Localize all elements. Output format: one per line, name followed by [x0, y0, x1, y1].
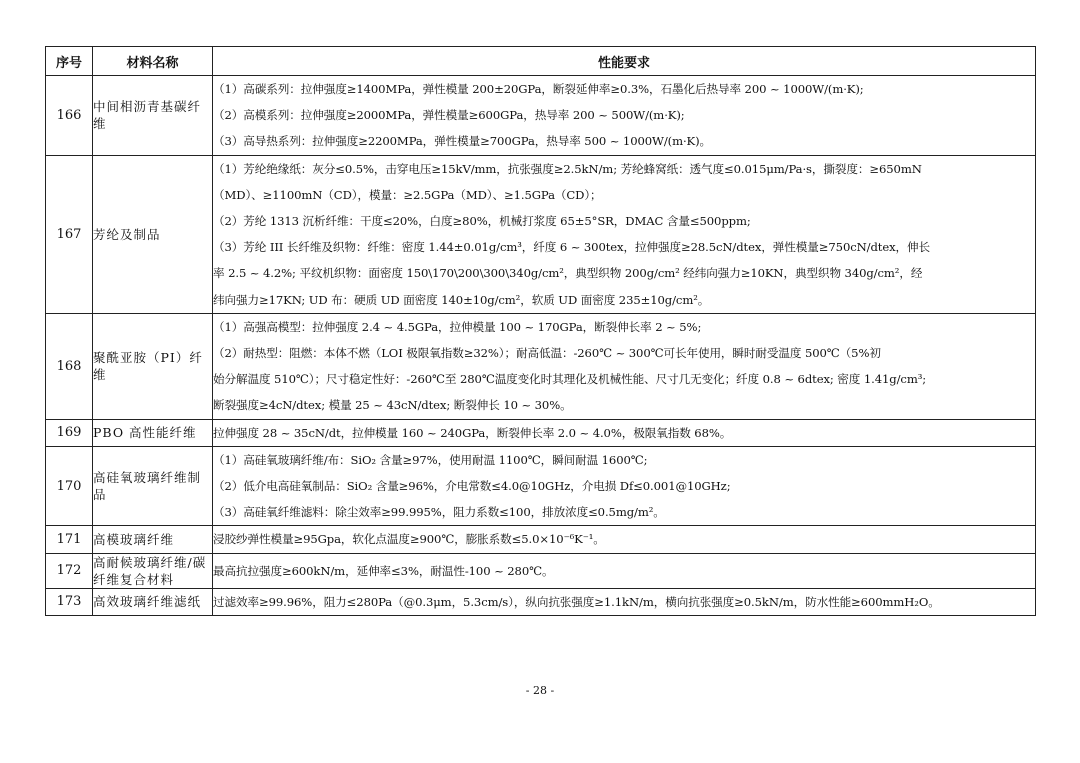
requirement-line: （2）低介电高硅氧制品：SiO₂ 含量≥96%，介电常数≤4.0@10GHz，介电损 Df≤0.001@10GHz;: [213, 479, 731, 494]
table-row: [46, 526, 1036, 553]
requirement-line: （3）高硅氧纤维滤料：除尘效率≥99.995%，阻力系数≤100，排放浓度≤0.5mg/m²。: [213, 505, 665, 520]
row-material-name: 高模玻璃纤维: [93, 526, 213, 553]
row-material-name: 高硅氧玻璃纤维制品: [93, 446, 213, 526]
table-row: [46, 313, 1036, 419]
row-serial-number: 172: [46, 553, 93, 588]
requirement-line: （MD）、≥1100mN（CD），模量：≥2.5GPa（MD）、≥1.5GPa（CD）；: [213, 187, 602, 202]
row-performance-requirements: [213, 419, 1036, 446]
table-row: [46, 419, 1036, 446]
page-number: - 28 -: [525, 684, 555, 697]
requirement-line: （1）高碳系列：拉伸强度≥1400MPa，弹性模量 200±20GPa，断裂延伸率≥0.3%，石墨化后热导率 200 ~ 1000W/(m·K);: [213, 82, 864, 96]
header-serial: 序号: [46, 47, 93, 76]
row-performance-requirements: [213, 446, 1036, 526]
requirement-line: （2）高模系列：拉伸强度≥2000MPa，弹性模量≥600GPa，热导率 200 ~ 500W/(m·K);: [213, 108, 685, 123]
row-material-name: 高效玻璃纤维滤纸: [93, 588, 213, 615]
requirement-line: （1）高强高模型：拉伸强度 2.4 ~ 4.5GPa，拉伸模量 100 ~ 170GPa，断裂伸长率 2 ~ 5%;: [213, 319, 702, 334]
row-serial-number: 173: [46, 588, 93, 615]
table-header-row: [46, 47, 1036, 76]
performance-table: [45, 46, 1036, 616]
row-serial-number: 170: [46, 446, 93, 526]
requirement-line: （3）高导热系列：拉伸强度≥2200MPa，弹性模量≥700GPa，热导率 500 ~ 1000W/(m·K)。: [213, 134, 712, 149]
requirement-line: 过滤效率≥99.96%，阻力≤280Pa（@0.3μm，5.3cm/s），纵向抗张强度≥1.1kN/m，横向抗张强度≥0.5kN/m，防水性能≥600mmH₂O。: [213, 594, 940, 609]
row-serial-number: 167: [46, 155, 93, 313]
row-performance-requirements: [213, 553, 1036, 588]
requirement-line: （1）芳纶绝缘纸：灰分≤0.5%，击穿电压≥15kV/mm，抗张强度≥2.5kN/m; 芳纶蜂窝纸：透气度≤0.015μm/Pa·s，撕裂度：≥650mN: [213, 161, 922, 176]
row-material-name: 芳纶及制品: [93, 155, 213, 313]
table-body: [46, 76, 1036, 616]
row-serial-number: 168: [46, 313, 93, 419]
requirement-line: 拉伸强度 28 ~ 35cN/dt，拉伸模量 160 ~ 240GPa，断裂伸长率 2.0 ~ 4.0%，极限氧指数 68%。: [213, 425, 732, 440]
header-material-name: 材料名称: [93, 47, 213, 76]
requirement-line: 率 2.5 ~ 4.2%; 平纹机织物：面密度 150\170\200\300\340g/cm²，典型织物 200g/cm² 经纬向强力≥10KN，典型织物 340g/cm²，经: [213, 266, 923, 281]
row-serial-number: 171: [46, 526, 93, 553]
row-performance-requirements: [213, 526, 1036, 553]
table-row: [46, 76, 1036, 156]
row-performance-requirements: [213, 313, 1036, 419]
row-performance-requirements: [213, 155, 1036, 313]
requirement-line: 浸胶纱弹性模量≥95Gpa，软化点温度≥900℃，膨胀系数≤5.0×10⁻⁶K⁻¹。: [213, 532, 605, 547]
row-performance-requirements: [213, 76, 1036, 156]
table-row: [46, 588, 1036, 615]
requirement-line: 始分解温度 510℃）；尺寸稳定性好：-260℃至 280℃温度变化时其理化及机械性能、尺寸几无变化；纤度 0.8 ~ 6dtex; 密度 1.41g/cm³;: [213, 372, 927, 387]
requirement-line: （2）耐热型：阻燃：本体不燃（LOI 极限氧指数≥32%）；耐高低温：-260℃ ~ 300℃可长年使用，瞬时耐受温度 500℃（5%初: [213, 346, 881, 361]
row-material-name: 中间相沥青基碳纤维: [93, 76, 213, 156]
requirement-line: （2）芳纶 1313 沉析纤维：干度≤20%，白度≥80%，机械打浆度 65±5°SR，DMAC 含量≤500ppm;: [213, 214, 751, 229]
table-row: [46, 155, 1036, 313]
requirement-line: （3）芳纶 III 长纤维及织物：纤维：密度 1.44±0.01g/cm³，纤度 6 ~ 300tex，拉伸强度≥28.5cN/dtex，弹性模量≥750cN/dtex，伸长: [213, 240, 931, 255]
row-serial-number: 169: [46, 419, 93, 446]
requirement-line: 最高抗拉强度≥600kN/m，延伸率≤3%，耐温性-100 ~ 280℃。: [213, 563, 554, 578]
table-row: [46, 446, 1036, 526]
table-row: [46, 553, 1036, 588]
row-material-name: 聚酰亚胺（PI）纤维: [93, 313, 213, 419]
header-performance: 性能要求: [213, 47, 1036, 76]
requirement-line: （1）高硅氧玻璃纤维/布：SiO₂ 含量≥97%，使用耐温 1100℃，瞬间耐温 1600℃;: [213, 452, 648, 467]
row-performance-requirements: [213, 588, 1036, 615]
row-material-name: 高耐候玻璃纤维/碳纤维复合材料: [93, 553, 213, 588]
row-serial-number: 166: [46, 76, 93, 156]
requirement-line: 纬向强力≥17KN; UD 布：硬质 UD 面密度 140±10g/cm²，软质 UD 面密度 235±10g/cm²。: [213, 292, 710, 307]
requirement-line: 断裂强度≥4cN/dtex; 模量 25 ~ 43cN/dtex; 断裂伸长 10 ~ 30%。: [213, 398, 572, 413]
row-material-name: PBO 高性能纤维: [93, 419, 213, 446]
